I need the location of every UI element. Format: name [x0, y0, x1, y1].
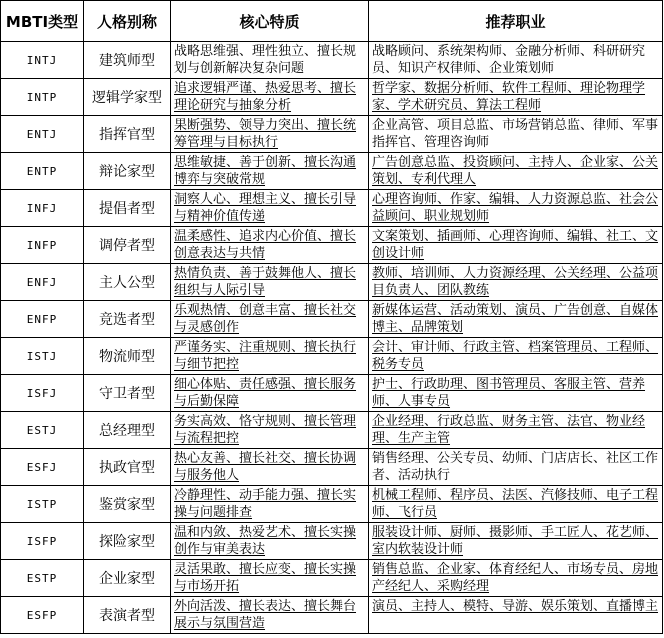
cell-traits: 果断强势、领导力突出、擅长统筹管理与目标执行	[171, 116, 369, 153]
cell-alias: 辩论家型	[84, 153, 171, 190]
cell-mbti-type: ESTP	[1, 560, 84, 597]
cell-careers: 哲学家、数据分析师、软件工程师、理论物理学家、学术研究员、算法工程师	[369, 79, 663, 116]
cell-alias: 物流师型	[84, 338, 171, 375]
cell-mbti-type: ESFP	[1, 597, 84, 634]
cell-mbti-type: ISTP	[1, 486, 84, 523]
cell-traits: 灵活果敢、擅长应变、擅长实操与市场开拓	[171, 560, 369, 597]
table-row	[1, 375, 663, 412]
cell-careers: 战略顾问、系统架构师、金融分析师、科研研究员、知识产权律师、企业策划师	[369, 42, 663, 79]
cell-careers: 教师、培训师、人力资源经理、公关经理、公益项目负责人、团队教练	[369, 264, 663, 301]
cell-careers: 新媒体运营、活动策划、演员、广告创意、自媒体博主、品牌策划	[369, 301, 663, 338]
cell-careers: 广告创意总监、投资顾问、主持人、企业家、公关策划、专利代理人	[369, 153, 663, 190]
cell-traits: 思维敏捷、善于创新、擅长沟通博弈与突破常规	[171, 153, 369, 190]
table-row	[1, 227, 663, 264]
header-recommended-careers: 推荐职业	[369, 1, 663, 42]
cell-mbti-type: ISFP	[1, 523, 84, 560]
cell-mbti-type: INTJ	[1, 42, 84, 79]
cell-traits: 热情负责、善于鼓舞他人、擅长组织与人际引导	[171, 264, 369, 301]
cell-traits: 冷静理性、动手能力强、擅长实操与问题排查	[171, 486, 369, 523]
table-row	[1, 153, 663, 190]
cell-careers: 服装设计师、厨师、摄影师、手工匠人、花艺师、室内软装设计师	[369, 523, 663, 560]
cell-careers: 企业经理、行政总监、财务主管、法官、物业经理、生产主管	[369, 412, 663, 449]
cell-careers: 销售总监、企业家、体育经纪人、市场专员、房地产经纪人、采购经理	[369, 560, 663, 597]
table-row	[1, 560, 663, 597]
header-row	[1, 1, 663, 42]
cell-alias: 建筑师型	[84, 42, 171, 79]
table-row	[1, 116, 663, 153]
cell-alias: 表演者型	[84, 597, 171, 634]
table-row	[1, 486, 663, 523]
header-personality-alias: 人格别称	[84, 1, 171, 42]
table-row	[1, 412, 663, 449]
table-row	[1, 523, 663, 560]
table-row	[1, 264, 663, 301]
cell-mbti-type: ENFP	[1, 301, 84, 338]
cell-alias: 执政官型	[84, 449, 171, 486]
cell-alias: 调停者型	[84, 227, 171, 264]
cell-alias: 企业家型	[84, 560, 171, 597]
cell-traits: 外向活泼、擅长表达、擅长舞台展示与氛围营造	[171, 597, 369, 634]
cell-traits: 温和内敛、热爱艺术、擅长实操创作与审美表达	[171, 523, 369, 560]
cell-alias: 探险家型	[84, 523, 171, 560]
cell-traits: 务实高效、恪守规则、擅长管理与流程把控	[171, 412, 369, 449]
cell-alias: 总经理型	[84, 412, 171, 449]
cell-careers: 文案策划、插画师、心理咨询师、编辑、社工、文创设计师	[369, 227, 663, 264]
cell-mbti-type: ISFJ	[1, 375, 84, 412]
cell-traits: 战略思维强、理性独立、擅长规划与创新解决复杂问题	[171, 42, 369, 79]
cell-traits: 细心体贴、责任感强、擅长服务与后勤保障	[171, 375, 369, 412]
cell-alias: 鉴赏家型	[84, 486, 171, 523]
table-row	[1, 301, 663, 338]
cell-traits: 追求逻辑严谨、热爱思考、擅长理论研究与抽象分析	[171, 79, 369, 116]
table-row	[1, 42, 663, 79]
table-row	[1, 338, 663, 375]
table-header	[1, 1, 663, 42]
table-row	[1, 79, 663, 116]
cell-mbti-type: ENTP	[1, 153, 84, 190]
cell-alias: 竞选者型	[84, 301, 171, 338]
cell-mbti-type: INTP	[1, 79, 84, 116]
cell-careers: 心理咨询师、作家、编辑、人力资源总监、社会公益顾问、职业规划师	[369, 190, 663, 227]
cell-mbti-type: ENTJ	[1, 116, 84, 153]
table-row	[1, 449, 663, 486]
cell-careers: 演员、主持人、模特、导游、娱乐策划、直播博主	[369, 597, 663, 634]
header-mbti-type: MBTI类型	[1, 1, 84, 42]
cell-careers: 会计、审计师、行政主管、档案管理员、工程师、税务专员	[369, 338, 663, 375]
cell-alias: 提倡者型	[84, 190, 171, 227]
cell-mbti-type: INFP	[1, 227, 84, 264]
cell-alias: 守卫者型	[84, 375, 171, 412]
table-row	[1, 190, 663, 227]
cell-traits: 洞察人心、理想主义、擅长引导与精神价值传递	[171, 190, 369, 227]
table-body	[1, 42, 663, 634]
cell-traits: 乐观热情、创意丰富、擅长社交与灵感创作	[171, 301, 369, 338]
cell-traits: 热心友善、擅长社交、擅长协调与服务他人	[171, 449, 369, 486]
cell-mbti-type: INFJ	[1, 190, 84, 227]
cell-traits: 严谨务实、注重规则、擅长执行与细节把控	[171, 338, 369, 375]
cell-careers: 护士、行政助理、图书管理员、客服主管、营养师、人事专员	[369, 375, 663, 412]
cell-mbti-type: ESTJ	[1, 412, 84, 449]
cell-alias: 指挥官型	[84, 116, 171, 153]
table-row	[1, 597, 663, 634]
header-core-traits: 核心特质	[171, 1, 369, 42]
cell-alias: 逻辑学家型	[84, 79, 171, 116]
cell-mbti-type: ENFJ	[1, 264, 84, 301]
cell-traits: 温柔感性、追求内心价值、擅长创意表达与共情	[171, 227, 369, 264]
cell-careers: 机械工程师、程序员、法医、汽修技师、电子工程师、飞行员	[369, 486, 663, 523]
cell-careers: 企业高管、项目总监、市场营销总监、律师、军事指挥官、管理咨询师	[369, 116, 663, 153]
cell-careers: 销售经理、公关专员、幼师、门店店长、社区工作者、活动执行	[369, 449, 663, 486]
cell-mbti-type: ISTJ	[1, 338, 84, 375]
cell-mbti-type: ESFJ	[1, 449, 84, 486]
cell-alias: 主人公型	[84, 264, 171, 301]
